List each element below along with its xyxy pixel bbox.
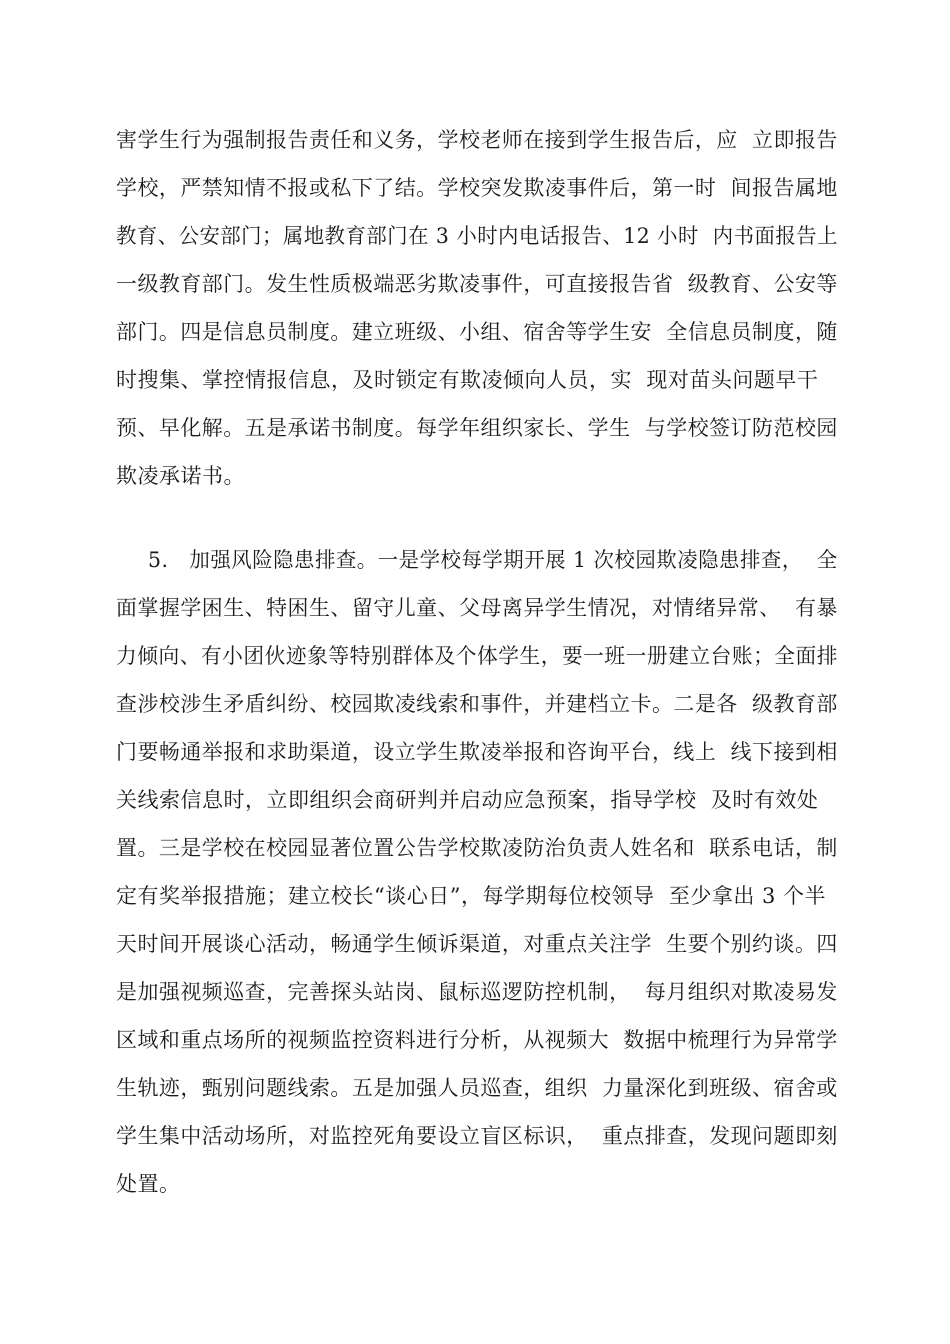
text-line: 害学生行为强制报告责任和义务，学校老师在接到学生报告后，应 立即报告 bbox=[116, 128, 838, 152]
text-line: 天时间开展谈心活动，畅通学生倾诉渠道，对重点关注学 生要个别约谈。四 bbox=[116, 932, 838, 956]
text-line: 学生集中活动场所，对监控死角要设立盲区标识， 重点排查，发现问题即刻 bbox=[116, 1124, 838, 1148]
text-line: 时搜集、掌控情报信息，及时锁定有欺凌倾向人员，实 现对苗头问题早干 bbox=[116, 368, 819, 392]
text-line: 是加强视频巡查，完善探头站岗、鼠标巡逻防控机制， 每月组织对欺凌易发 bbox=[116, 980, 838, 1004]
text-line: 处置。 bbox=[116, 1172, 181, 1196]
text-line: 定有奖举报措施；建立校长“谈心日”，每学期每位校领导 至少拿出 3 个半 bbox=[116, 884, 827, 908]
text-line: 力倾向、有小团伙迹象等特别群体及个体学生，要一班一册建立台账；全面排 bbox=[116, 644, 839, 668]
text-line: 门要畅通举报和求助渠道，设立学生欺凌举报和咨询平台，线上 线下接到相 bbox=[116, 740, 838, 764]
text-line: 欺凌承诺书。 bbox=[116, 464, 245, 488]
text-line: 区域和重点场所的视频监控资料进行分析，从视频大 数据中梳理行为异常学 bbox=[116, 1028, 838, 1052]
text-line: 置。三是学校在校园显著位置公告学校欺凌防治负责人姓名和 联系电话，制 bbox=[116, 836, 838, 860]
text-line: 面掌握学困生、特困生、留守儿童、父母离异学生情况，对情绪异常、 有暴 bbox=[116, 596, 838, 620]
text-line: 预、早化解。五是承诺书制度。每学年组织家长、学生 与学校签订防范校园 bbox=[116, 416, 838, 440]
text-line: 5. 加强风险隐患排查。一是学校每学期开展 1 次校园欺凌隐患排查， 全 bbox=[148, 548, 838, 572]
text-line: 一级教育部门。发生性质极端恶劣欺凌事件，可直接报告省 级教育、公安等 bbox=[116, 272, 838, 296]
text-line: 关线索信息时，立即组织会商研判并启动应急预案，指导学校 及时有效处 bbox=[116, 788, 819, 812]
text-line: 教育、公安部门；属地教育部门在 3 小时内电话报告、12 小时 内书面报告上 bbox=[116, 224, 838, 248]
text-line: 查涉校涉生矛盾纠纷、校园欺凌线索和事件，并建档立卡。二是各 级教育部 bbox=[116, 692, 838, 716]
text-line: 学校，严禁知情不报或私下了结。学校突发欺凌事件后，第一时 间报告属地 bbox=[116, 176, 838, 200]
text-line: 部门。四是信息员制度。建立班级、小组、宿舍等学生安 全信息员制度，随 bbox=[116, 320, 838, 344]
text-line: 生轨迹，甄别问题线索。五是加强人员巡查，组织 力量深化到班级、宿舍或 bbox=[116, 1076, 838, 1100]
